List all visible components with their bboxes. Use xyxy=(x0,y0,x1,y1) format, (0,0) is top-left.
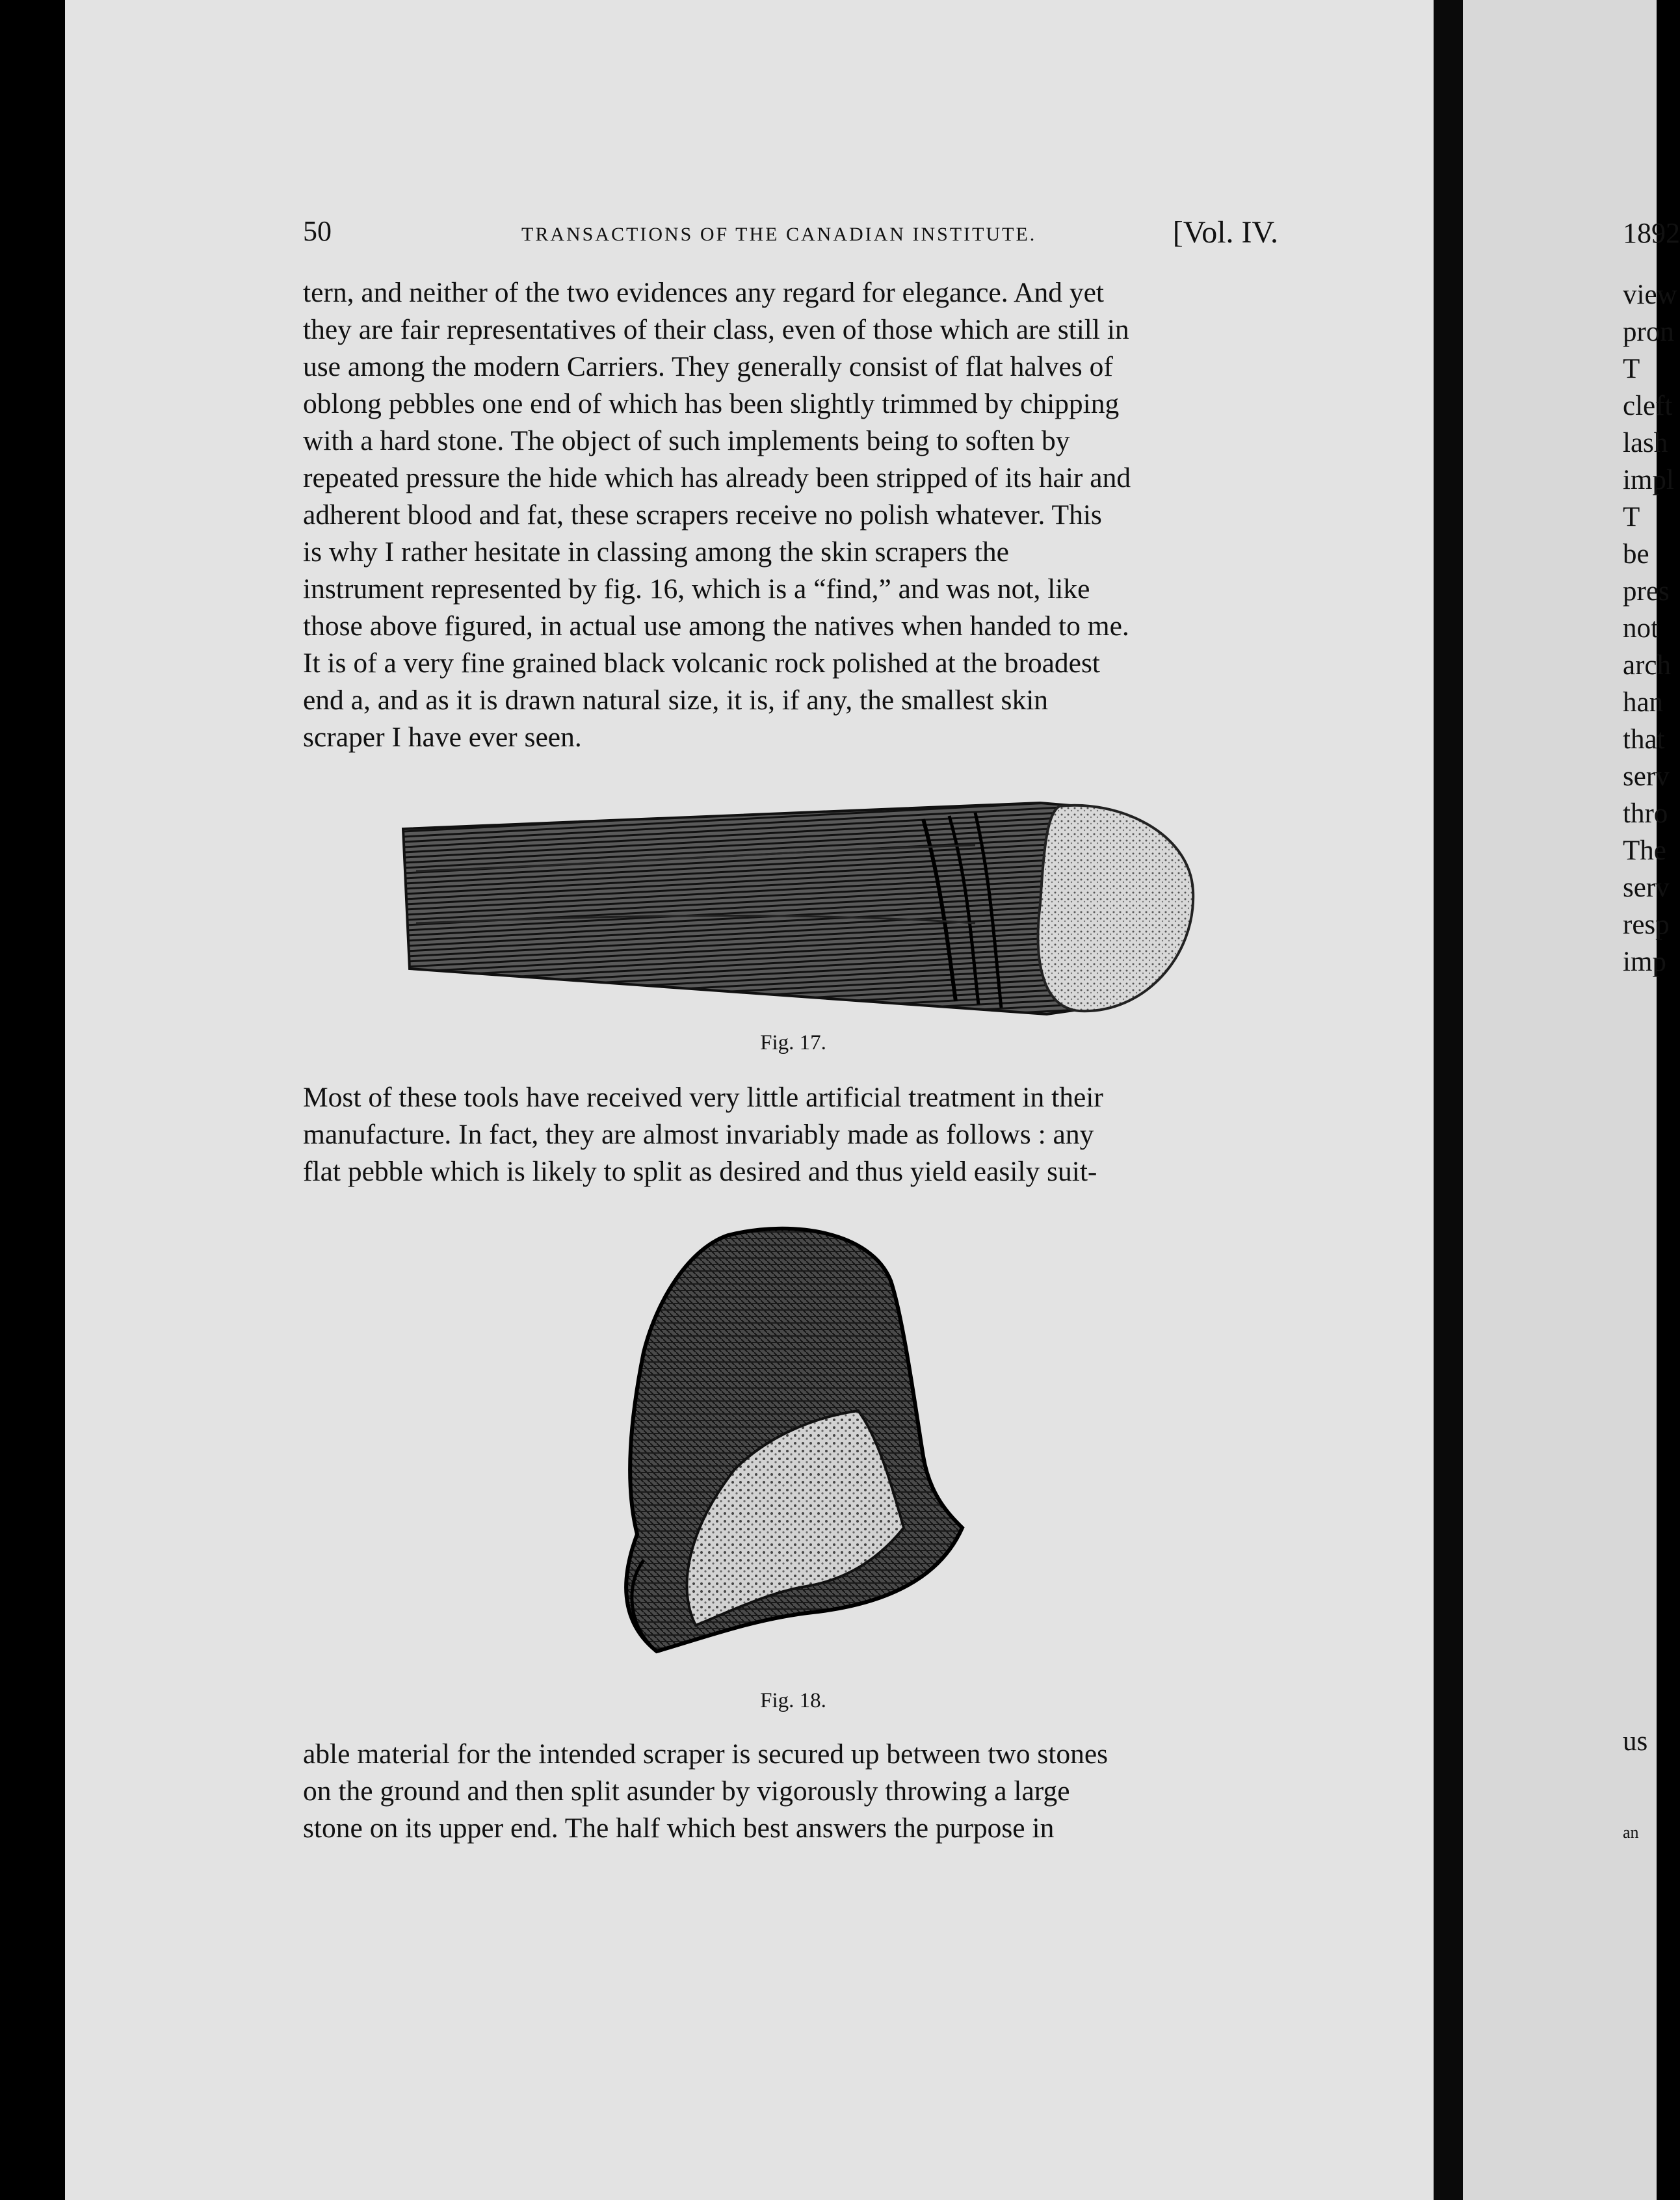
text-line: is why I rather hesitate in classing among the skin scrapers the xyxy=(303,536,1009,568)
facing-bottom-fragment: us xyxy=(1623,1726,1648,1757)
fig18-scraper-illustration xyxy=(598,1222,988,1677)
facing-header-fragment: 1892 xyxy=(1623,217,1680,249)
fig17-scraper-illustration xyxy=(390,793,1203,1027)
volume-label: [Vol. IV. xyxy=(1172,215,1278,250)
book-gutter xyxy=(1434,0,1463,2200)
text-line: oblong pebbles one end of which has been slightly trimmed by chipping xyxy=(303,388,1120,419)
text-line: arch xyxy=(1623,650,1671,681)
text-line: able material for the intended scraper is secured up between two stones xyxy=(303,1738,1109,1770)
text-line: han xyxy=(1623,687,1664,718)
text-line: cleft xyxy=(1623,391,1673,421)
text-line: tern, and neither of the two evidences any regard for elegance. And yet xyxy=(303,277,1104,308)
paragraph-2 xyxy=(303,1079,1281,1190)
text-line: thro xyxy=(1623,798,1668,829)
fig18-caption: Fig. 18. xyxy=(760,1689,826,1712)
text-line: that xyxy=(1623,724,1665,755)
text-line: T xyxy=(1623,502,1640,532)
text-line: serv xyxy=(1623,761,1670,792)
text-line: not xyxy=(1623,613,1659,644)
running-title: TRANSACTIONS OF THE CANADIAN INSTITUTE. xyxy=(521,224,1037,245)
text-line: lash xyxy=(1623,428,1668,458)
text-line: with a hard stone. The object of such implements being to soften by xyxy=(303,425,1070,456)
text-line: scraper I have ever seen. xyxy=(303,722,582,753)
paragraph-1 xyxy=(303,274,1281,756)
text-line: end a, and as it is drawn natural size, it is, if any, the smallest skin xyxy=(303,685,1049,716)
fig17-caption: Fig. 17. xyxy=(760,1031,826,1054)
text-line: The xyxy=(1623,835,1666,866)
text-line: resp xyxy=(1623,910,1670,940)
text-line: T xyxy=(1623,354,1640,384)
text-line: pron xyxy=(1623,317,1674,347)
text-line: flat pebble which is likely to split as desired and thus yield easily suit- xyxy=(303,1156,1097,1187)
text-line: instrument represented by fig. 16, which is a “find,” and was not, like xyxy=(303,573,1090,605)
text-line: repeated pressure the hide which has already been stripped of its hair and xyxy=(303,462,1131,493)
text-line: imp xyxy=(1623,947,1666,977)
text-line: impl xyxy=(1623,465,1674,495)
text-line: they are fair representatives of their class, even of those which are still in xyxy=(303,314,1129,345)
facing-footnote-fragment: an xyxy=(1623,1823,1639,1842)
text-line: Most of these tools have received very little artificial treatment in their xyxy=(303,1082,1103,1113)
text-line: view xyxy=(1623,280,1677,310)
text-line: serv xyxy=(1623,872,1670,903)
page-number: 50 xyxy=(303,215,332,247)
text-line: stone on its upper end. The half which best answers the purpose in xyxy=(303,1813,1055,1844)
text-line: on the ground and then split asunder by vigorously throwing a large xyxy=(303,1775,1070,1807)
text-line: those above figured, in actual use among the natives when handed to me. xyxy=(303,610,1129,642)
text-line: be xyxy=(1623,539,1649,570)
text-line: manufacture. In fact, they are almost invariably made as follows : any xyxy=(303,1119,1094,1150)
text-line: pres xyxy=(1623,576,1670,607)
text-line: adherent blood and fat, these scrapers receive no polish whatever. This xyxy=(303,499,1102,530)
paragraph-3 xyxy=(303,1736,1281,1847)
page-header xyxy=(303,215,1278,254)
facing-page-text xyxy=(1623,276,1677,980)
text-line: It is of a very fine grained black volcanic rock polished at the broadest xyxy=(303,648,1101,679)
text-line: use among the modern Carriers. They generally consist of flat halves of xyxy=(303,351,1113,382)
